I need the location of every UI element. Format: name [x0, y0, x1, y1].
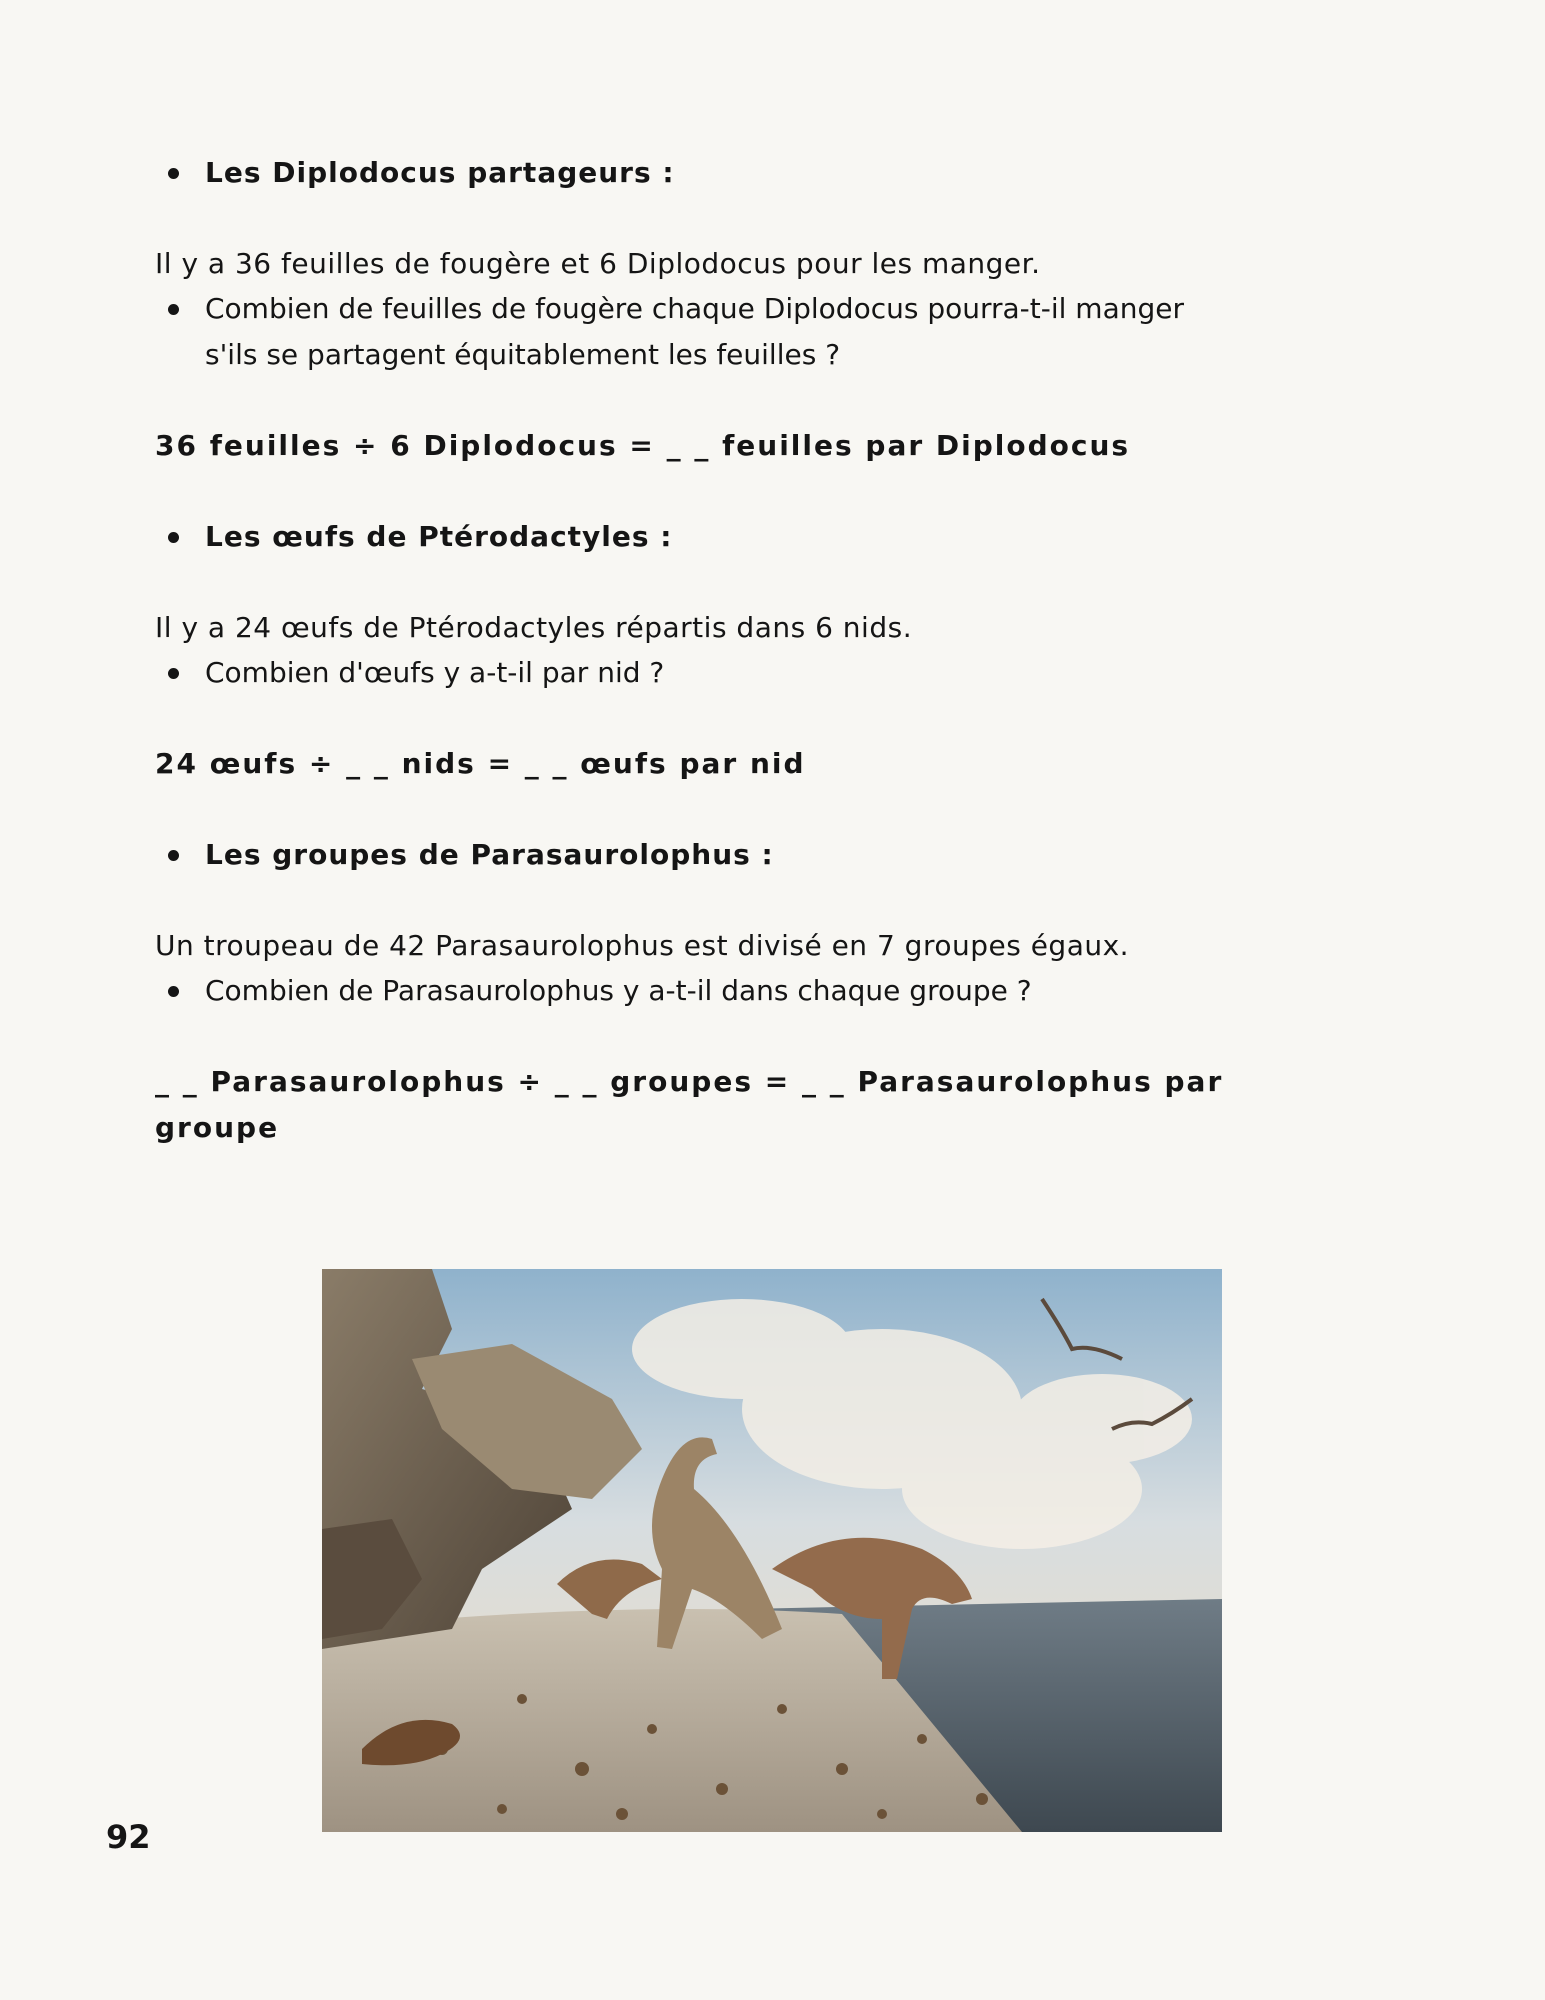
dinosaur-beach-illustration: [322, 1269, 1222, 1832]
statement-diplodocus: Il y a 36 feuilles de fougère et 6 Diplodocus pour les manger.: [155, 247, 1041, 280]
equation-pterodactyl: 24 œufs ÷ _ _ nids = _ _ œufs par nid: [155, 747, 806, 780]
question-diplodocus: [205, 286, 1184, 378]
section-heading-parasaurolophus: Les groupes de Parasaurolophus :: [205, 832, 774, 878]
equation-parasaurolophus-line2: groupe: [155, 1111, 280, 1144]
question-diplodocus-line2: s'ils se partagent équitablement les feuilles ?: [205, 338, 841, 371]
question-pterodactyl: Combien d'œufs y a-t-il par nid ?: [205, 650, 664, 696]
statement-parasaurolophus: Un troupeau de 42 Parasaurolophus est divisé en 7 groupes égaux.: [155, 929, 1130, 962]
statement-pterodactyl: Il y a 24 œufs de Ptérodactyles répartis dans 6 nids.: [155, 611, 913, 644]
equation-parasaurolophus: [155, 1059, 1315, 1151]
section-heading-pterodactyl: Les œufs de Ptérodactyles :: [205, 514, 673, 560]
page-number: 92: [106, 1818, 151, 1856]
equation-parasaurolophus-line1: _ _ Parasaurolophus ÷ _ _ groupes = _ _ Parasaurolophus par: [155, 1065, 1224, 1098]
question-diplodocus-line1: Combien de feuilles de fougère chaque Diplodocus pourra-t-il manger: [205, 292, 1185, 325]
section-heading-diplodocus: Les Diplodocus partageurs :: [205, 150, 675, 196]
question-parasaurolophus: Combien de Parasaurolophus y a-t-il dans chaque groupe ?: [205, 968, 1032, 1014]
equation-diplodocus: 36 feuilles ÷ 6 Diplodocus = _ _ feuilles par Diplodocus: [155, 429, 1131, 462]
